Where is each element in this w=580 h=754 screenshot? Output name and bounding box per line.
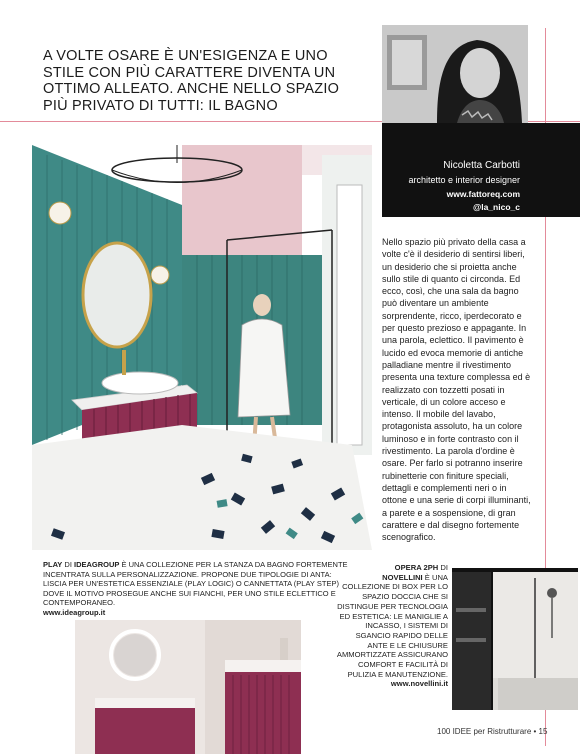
caption-novellini-brand: NOVELLINI — [382, 572, 423, 582]
caption-ideagroup-by: DI — [62, 560, 74, 569]
caption-ideagroup-link[interactable]: www.ideagroup.it — [43, 607, 106, 617]
novellini-product-photo — [452, 568, 578, 710]
caption-ideagroup-text: È UNA COLLEZIONE PER LA STANZA DA BAGNO FORTEMENTE INCENTRATA SULLA PERSONALIZZAZIONE. PROPONE DUE TIPOLOGIE DI ANTA: LISCIA PER UN'ESTETICA ESSENZIALE (PLAY LOGIC) O CANNETTATA (PLAY STEP) DOVE IL MOTIVO PROSEGUE ANCHE SUI FIANCHI, PER UNO STILE ECLETTICO E CONTEMPORANEO. — [43, 560, 348, 607]
author-name: Nicoletta Carbotti — [443, 160, 520, 171]
author-instagram[interactable]: @la_nico_c — [472, 202, 520, 212]
bathroom-illustration — [32, 145, 372, 550]
caption-ideagroup-product: PLAY — [43, 560, 63, 569]
caption-novellini-by: DI — [438, 563, 448, 572]
author-portrait-image — [382, 25, 528, 123]
bathroom-illustration-drawing — [32, 145, 372, 550]
ideagroup-photo-image — [75, 620, 301, 754]
author-website[interactable]: www.fattoreq.com — [446, 189, 520, 199]
caption-novellini — [336, 563, 448, 689]
caption-novellini-link[interactable]: www.novellini.it — [390, 679, 448, 689]
author-role: architetto e interior designer — [408, 175, 520, 185]
author-portrait — [382, 25, 528, 123]
caption-ideagroup — [43, 560, 353, 617]
header-divider — [0, 121, 382, 122]
caption-ideagroup-brand: IDEAGROUP — [74, 560, 120, 569]
article-body: Nello spazio più privato della casa a volte c'è il desiderio di sentirsi liberi, un desiderio che si proietta anche sullo stile di quanto ci circonda. Ed ecco, così, che una sala da bagno può diventare un ambiente sorprendente, ricco, iperdecorato e per questo prezioso e appagante. In una parola, eclettico. Il pavimento è lucido ed evoca memorie di antiche palladiane mentre il rivestimento presenta una texture complessa ed è realizzato con tozzetti posati in verticale, di un colore acceso e intenso. Il mobile del lavabo, protagonista assoluto, ha un colore luminoso e in forte contrasto con il rivestimento. La parola d'ordine è osare. Per farlo si potranno inserire rubinetterie con finiture speciali, dettagli e complementi neri o in ottone e una serie di corpi illuminanti, a parete e a sospensione, di gran carattere e dal disegno fortemente scenografico. — [382, 237, 531, 543]
ideagroup-product-photo — [75, 620, 301, 754]
article-headline: A VOLTE OSARE È UN'ESIGENZA E UNO STILE CON PIÙ CARATTERE DIVENTA UN OTTIMO ALLEATO. ANCHE NELLO SPAZIO PIÙ PRIVATO DI TUTTI: IL BAGNO — [43, 48, 340, 114]
page-footer: 100 IDEE per Ristrutturare • 15 — [437, 727, 548, 736]
caption-novellini-text: È UNA COLLEZIONE DI BOX PER LO SPAZIO DOCCIA CHE SI DISTINGUE PER TECNOLOGIA ED ESTETICA: LE MANIGLIE A INCASSO, I SISTEMI DI SGANCIO RAPIDO DELLE ANTE E LE CHIUSURE AMMORTIZZATE ASSICURANO COMFORT E FACILITÀ DI PULIZIA E MANUTENZIONE. — [336, 572, 448, 679]
caption-novellini-product: OPERA 2PH — [394, 563, 439, 572]
author-box — [382, 123, 580, 217]
novellini-photo-image — [452, 568, 578, 710]
